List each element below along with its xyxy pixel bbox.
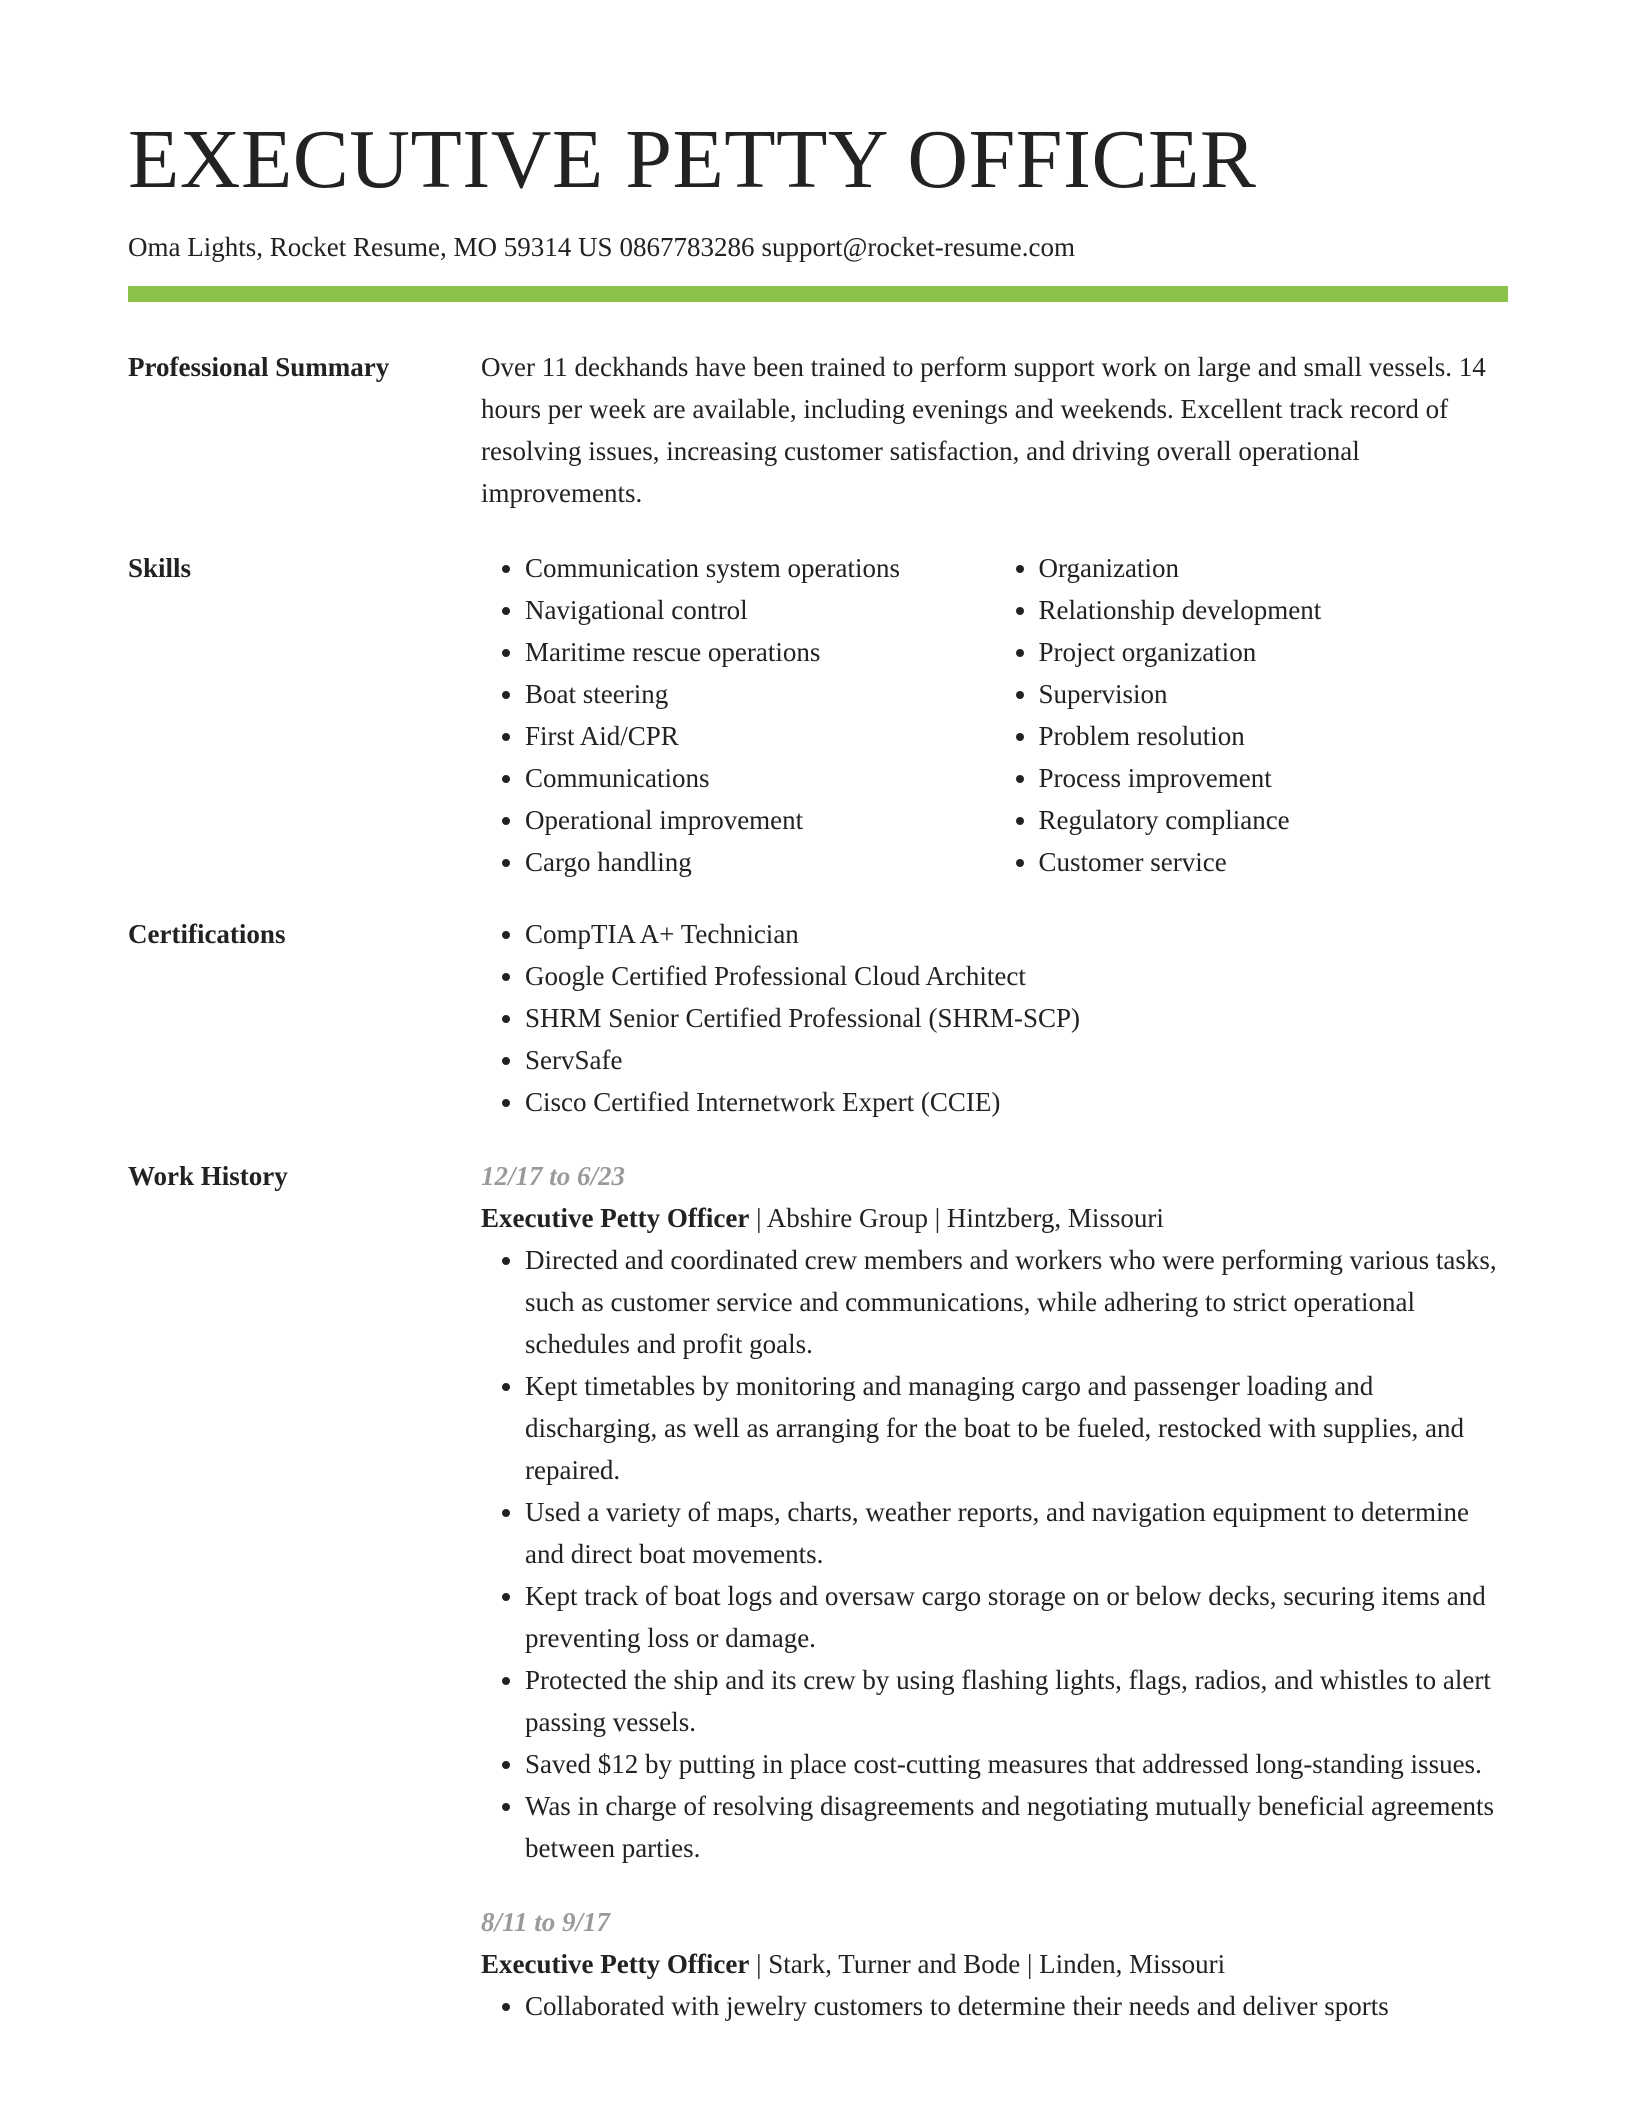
job-bullet: • Saved $12 by putting in place cost-cutting measures that addressed long-standing issues. bbox=[525, 1743, 1508, 1785]
job-bullet: • Kept track of boat logs and oversaw cargo storage on or below decks, securing items and preventing loss or damage. bbox=[525, 1575, 1508, 1659]
job-role: Executive Petty Officer bbox=[481, 1203, 750, 1233]
job-dates: 12/17 to 6/23 bbox=[481, 1161, 626, 1191]
contact-phone: 0867783286 bbox=[619, 232, 755, 262]
summary-heading: Professional Summary bbox=[128, 352, 390, 382]
job-entry bbox=[481, 1901, 1508, 2027]
job-bullet: • Directed and coordinated crew members and workers who were performing various tasks, such as customer service and communications, while adhering to strict operational schedules and profit goals. bbox=[525, 1239, 1508, 1365]
skill-item: • Relationship development bbox=[1039, 589, 1509, 631]
contact-email[interactable]: support@rocket-resume.com bbox=[761, 232, 1076, 262]
skill-item: • Supervision bbox=[1039, 673, 1509, 715]
job-entry bbox=[481, 1155, 1508, 1869]
work-history-body bbox=[481, 1155, 1508, 2027]
skill-item: • Project organization bbox=[1039, 631, 1509, 673]
job-dates: 8/11 to 9/17 bbox=[481, 1907, 611, 1937]
skill-item: • Customer service bbox=[1039, 841, 1509, 883]
skill-item: • Communication system operations bbox=[525, 547, 995, 589]
certification-item: • CompTIA A+ Technician bbox=[525, 913, 1508, 955]
header-divider bbox=[128, 286, 1508, 302]
contact-address: Oma Lights, Rocket Resume, MO 59314 US bbox=[128, 232, 613, 262]
job-bullet: • Protected the ship and its crew by using flashing lights, flags, radios, and whistles to alert passing vessels. bbox=[525, 1659, 1508, 1743]
resume-title: EXECUTIVE PETTY OFFICER bbox=[128, 113, 1257, 206]
certification-item: • Google Certified Professional Cloud Architect bbox=[525, 955, 1508, 997]
certifications-body bbox=[481, 913, 1508, 1123]
certification-item: • Cisco Certified Internetwork Expert (CCIE) bbox=[525, 1081, 1508, 1123]
skill-item: • Communications bbox=[525, 757, 995, 799]
skill-item: • Navigational control bbox=[525, 589, 995, 631]
certifications-list bbox=[481, 913, 1508, 1123]
certification-item: • SHRM Senior Certified Professional (SHRM-SCP) bbox=[525, 997, 1508, 1039]
work-history-heading: Work History bbox=[128, 1161, 288, 1191]
skill-item: • Problem resolution bbox=[1039, 715, 1509, 757]
job-bullet-list bbox=[481, 1985, 1508, 2027]
job-bullet: • Kept timetables by monitoring and managing cargo and passenger loading and discharging, as well as arranging for the boat to be fueled, restocked with supplies, and repaired. bbox=[525, 1365, 1508, 1491]
job-role: Executive Petty Officer bbox=[481, 1949, 750, 1979]
skill-item: • Cargo handling bbox=[525, 841, 995, 883]
job-title-line bbox=[481, 1943, 1508, 1985]
skill-item: • Regulatory compliance bbox=[1039, 799, 1509, 841]
job-bullet: • Used a variety of maps, charts, weather reports, and navigation equipment to determine and direct boat movements. bbox=[525, 1491, 1508, 1575]
job-details: | Abshire Group | Hintzberg, Missouri bbox=[749, 1203, 1164, 1233]
certification-item: • ServSafe bbox=[525, 1039, 1508, 1081]
job-details: | Stark, Turner and Bode | Linden, Missouri bbox=[749, 1949, 1226, 1979]
job-title-line bbox=[481, 1197, 1508, 1239]
job-bullet: • Was in charge of resolving disagreements and negotiating mutually beneficial agreements between parties. bbox=[525, 1785, 1508, 1869]
certifications-heading: Certifications bbox=[128, 919, 286, 949]
skill-item: • Organization bbox=[1039, 547, 1509, 589]
job-bullet: • Collaborated with jewelry customers to determine their needs and deliver sports bbox=[525, 1985, 1508, 2027]
skills-heading: Skills bbox=[128, 553, 192, 583]
job-bullet-list bbox=[481, 1239, 1508, 1869]
skill-item: • First Aid/CPR bbox=[525, 715, 995, 757]
skill-item: • Boat steering bbox=[525, 673, 995, 715]
skills-list-right bbox=[995, 547, 1509, 883]
skill-item: • Maritime rescue operations bbox=[525, 631, 995, 673]
skills-list-left bbox=[481, 547, 995, 883]
skills-body bbox=[481, 547, 1508, 883]
skill-item: • Process improvement bbox=[1039, 757, 1509, 799]
summary-body bbox=[481, 346, 1508, 514]
contact-line bbox=[128, 234, 1075, 261]
summary-text: Over 11 deckhands have been trained to perform support work on large and small vessels. 14 hours per week are available, including evenings and weekends. Excellent track record of resolving issues, increasing customer satisfaction, and driving overall operational improvements. bbox=[481, 352, 1486, 508]
skill-item: • Operational improvement bbox=[525, 799, 995, 841]
